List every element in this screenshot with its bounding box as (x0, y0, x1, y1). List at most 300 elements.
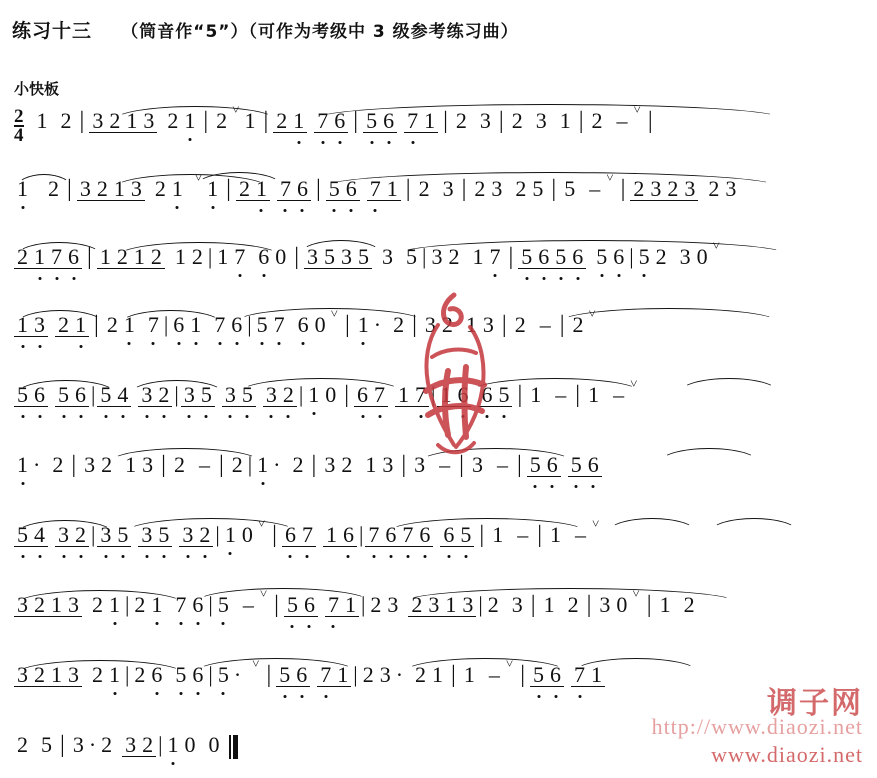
note: 5 (321, 246, 338, 269)
note: 1 (148, 594, 165, 616)
barline: | (311, 452, 317, 478)
note: 6 (544, 454, 561, 477)
barline: | (405, 176, 411, 202)
note: 2 (273, 110, 290, 133)
note: 3 (181, 384, 198, 407)
barline: | (67, 176, 72, 202)
note: 6 (148, 664, 165, 686)
note: 5 (215, 664, 232, 686)
barline: | (559, 312, 565, 338)
note: 2 (567, 592, 579, 617)
breath-mark: ˅ (632, 586, 640, 601)
note: 2 (630, 178, 647, 201)
note: 6 (255, 246, 272, 268)
sustain-dash: – (488, 662, 500, 687)
note: 1 (174, 244, 186, 269)
barline: | (71, 452, 77, 478)
note: 2 (370, 592, 382, 617)
note: 3 (387, 592, 399, 617)
note: 3 (89, 110, 106, 133)
barline: | (620, 176, 626, 202)
note: 1 (187, 314, 204, 336)
note: 6 (301, 594, 318, 617)
beat-separator: | (431, 382, 436, 407)
notation-line (14, 454, 867, 494)
note: 3 (491, 176, 503, 201)
breath-mark: ˅ (194, 170, 203, 185)
breath-mark: ˅ (252, 656, 260, 671)
beat-separator: | (208, 662, 213, 687)
note: 2 (664, 178, 681, 201)
note: 2 (708, 176, 720, 201)
barline: | (226, 176, 231, 202)
dotted-rhythm-dot: · (33, 452, 41, 477)
barline: | (578, 108, 584, 134)
note: 2 (52, 452, 64, 477)
note: 2 (106, 110, 123, 133)
note: 3 (425, 594, 442, 617)
note: 5 (363, 110, 380, 133)
beat-separator: | (91, 382, 96, 407)
note: 2 (474, 176, 486, 201)
breath-mark: ˅ (259, 586, 268, 601)
note: 2 (60, 108, 72, 133)
note: 1 (492, 522, 504, 547)
note: 3 (511, 592, 523, 617)
barline: | (161, 452, 166, 478)
staff-system-4 (0, 296, 877, 354)
sustain-dash: – (496, 452, 508, 477)
note: 2 (415, 662, 427, 687)
beat-separator: | (629, 244, 634, 269)
note: 1 (31, 246, 48, 269)
note: 2 (134, 592, 146, 617)
note: 2 (106, 312, 118, 337)
note: 1 (442, 594, 459, 617)
note: 1 (106, 594, 123, 616)
note: 4 (114, 384, 131, 407)
sustain-dash: – (589, 176, 601, 201)
breath-mark: ˅ (505, 656, 514, 671)
page-title (12, 16, 519, 43)
barline: | (94, 312, 99, 338)
note: 1 (36, 108, 48, 133)
notation-line (14, 102, 867, 150)
staff-system-3 (0, 228, 877, 286)
note: 6 (72, 384, 89, 407)
note: 3 (535, 108, 547, 133)
note: 7 (486, 246, 503, 268)
note: 1 (530, 382, 542, 407)
staff-system-6 (0, 436, 877, 494)
staff-system-9 (0, 646, 877, 704)
breath-mark: ˅ (257, 516, 266, 531)
notation-line (14, 586, 867, 634)
note: 1 (290, 110, 307, 133)
breath-mark: ˅ (712, 238, 720, 253)
barline: | (508, 244, 514, 270)
note: 2 (236, 178, 253, 201)
note: 1 (48, 664, 65, 687)
note: 6 (340, 524, 357, 547)
note: 2 (196, 524, 213, 547)
barline: | (272, 522, 277, 548)
note: 1 (342, 594, 359, 617)
title-subtitle: （筒音作“5”）（可作为考级中 3 级参考练习曲） (121, 22, 519, 42)
note: 1 (334, 664, 351, 687)
note: 5 (215, 594, 232, 616)
note: 7 (299, 524, 316, 547)
beat-separator: | (215, 522, 220, 547)
note: 6 (331, 110, 348, 133)
note: 7 (399, 524, 416, 547)
sustain-dash: – (242, 592, 254, 617)
note: 3 (304, 246, 321, 269)
note: 2 (393, 312, 405, 337)
note: 3 (382, 244, 394, 269)
note: 6 (535, 246, 552, 269)
notation-line (14, 734, 867, 774)
beat-separator: | (298, 382, 304, 407)
note: 7 (314, 110, 331, 133)
note: 2 (418, 176, 430, 201)
staff-system-8 (0, 576, 877, 634)
barline: | (459, 452, 464, 478)
note: 5 (530, 664, 547, 687)
barline: | (516, 452, 522, 478)
note: 0 (184, 732, 196, 757)
note: 6 (343, 178, 360, 201)
note: 2 (280, 384, 297, 407)
note: 7 (371, 384, 388, 407)
barline: | (530, 592, 536, 618)
note: 1 (588, 382, 600, 407)
note: 5 (593, 246, 610, 268)
barline: | (647, 108, 653, 134)
note: 3 (442, 176, 454, 201)
note: 3 (122, 734, 139, 757)
note: 2 (167, 108, 179, 133)
note: 3 (14, 664, 31, 687)
note: 0 (325, 382, 337, 407)
sustain-dash: – (616, 108, 628, 133)
dotted-rhythm-dot: · (373, 312, 382, 337)
barline: | (315, 176, 321, 202)
note: 6 (454, 384, 471, 407)
note: 6 (170, 314, 187, 336)
note: 1 (254, 454, 271, 476)
note: 5 (114, 524, 131, 547)
note: 3 (179, 524, 196, 547)
note: 1 (14, 314, 31, 337)
sustain-dash: – (539, 312, 551, 337)
note: 7 (172, 594, 189, 616)
note: 3 (471, 452, 483, 477)
note: 6 (31, 384, 48, 407)
note: 5 (355, 246, 372, 269)
note: 0 (208, 732, 220, 757)
note: 1 (659, 592, 671, 617)
note: 3 (142, 452, 154, 477)
note: 1 (48, 594, 65, 617)
note: 1 (181, 110, 198, 132)
note: 1 (244, 108, 256, 133)
note: 6 (610, 246, 627, 268)
note: 5 (239, 384, 256, 407)
note: 5 (172, 664, 189, 686)
note: 0 (314, 312, 326, 337)
note: 1 (323, 524, 340, 547)
barline: | (60, 732, 65, 758)
note: 6 (354, 384, 371, 407)
note: 1 (432, 662, 444, 687)
note: 3 (31, 314, 48, 337)
barline: | (203, 108, 209, 134)
note: 1 (384, 178, 401, 201)
note: 2 (455, 108, 467, 133)
note: 5 (326, 178, 343, 201)
note: 7 (277, 178, 294, 201)
note: 6 (282, 524, 299, 547)
note: 3 (679, 244, 691, 269)
note: 2 (441, 312, 453, 337)
note: 3 (138, 384, 155, 407)
sustain-dash: – (555, 382, 567, 407)
beat-separator: | (422, 244, 427, 269)
note: 2 (487, 592, 499, 617)
note: 3 (382, 452, 394, 477)
beat-separator: | (125, 592, 130, 617)
barline: | (263, 108, 269, 134)
note: 2 (55, 314, 72, 337)
barline: | (479, 522, 485, 548)
note: 1 (305, 384, 322, 406)
note: 1 (14, 454, 31, 476)
barline: | (537, 522, 542, 548)
note: 5 (14, 384, 31, 407)
note: 3 (263, 384, 280, 407)
note: 1 (222, 524, 239, 546)
barline: | (353, 108, 359, 134)
breath-mark: ˅ (330, 306, 338, 321)
note: 5 (457, 524, 474, 547)
note: 3 (647, 178, 664, 201)
note: 3 (414, 452, 426, 477)
note: 5 (527, 454, 544, 477)
beat-separator: | (360, 592, 366, 617)
note: 1 (121, 314, 138, 336)
note: 2 (101, 452, 113, 477)
note: 5 (155, 524, 172, 547)
note: 3 (14, 594, 31, 617)
breath-mark: ˅ (606, 170, 614, 185)
note: 0 (241, 522, 253, 547)
barline: | (344, 312, 350, 338)
beat-separator: | (247, 312, 252, 337)
note: 5 (276, 664, 293, 687)
staff-system-2 (0, 160, 877, 218)
barline: | (501, 312, 507, 338)
note: 2 (148, 246, 165, 269)
note: 1 (14, 178, 31, 200)
beat-separator: | (174, 382, 179, 407)
barline: | (520, 662, 525, 688)
note: 1 (125, 452, 137, 477)
note: 1 (131, 246, 148, 269)
note: 3 (222, 384, 239, 407)
barline: | (79, 108, 85, 134)
note: 5 (406, 244, 418, 269)
note: 5 (198, 384, 215, 407)
note: 1 (421, 110, 438, 133)
note: 1 (253, 178, 270, 201)
barline: | (551, 176, 557, 202)
note: 3 (725, 176, 737, 201)
note: 2 (48, 176, 59, 201)
beat-separator: | (158, 732, 163, 757)
barline: | (586, 592, 592, 618)
note: 1 (472, 244, 484, 269)
note: 2 (72, 524, 89, 547)
note: 1 (588, 664, 605, 687)
note: 1 (217, 244, 229, 269)
note: 6 (228, 314, 245, 336)
note: 6 (65, 246, 82, 269)
note: 2 (191, 244, 203, 269)
note: 2 (591, 108, 603, 133)
dotted-rhythm-dot: · (88, 732, 97, 757)
note: 2 (514, 312, 526, 337)
note: 1 (97, 246, 114, 269)
staff-system-1 (0, 92, 877, 150)
note: 7 (271, 314, 288, 336)
note: 6 (189, 664, 206, 686)
note: 2 (341, 452, 353, 477)
note: 3 (138, 524, 155, 547)
note: 7 (231, 246, 248, 268)
note: 3 (338, 246, 355, 269)
barline: | (412, 312, 417, 338)
note: 1 (465, 312, 477, 337)
note: 3 (55, 524, 72, 547)
notation-line (14, 656, 867, 704)
note: 2 (114, 246, 131, 269)
dotted-rhythm-dot: · (273, 452, 281, 477)
note: 3 (140, 110, 157, 133)
beat-separator: | (247, 452, 253, 477)
note: 1 (72, 314, 89, 337)
watermark-site-name: 调子网 (767, 686, 863, 721)
note: 1 (111, 178, 128, 201)
sustain-dash: – (613, 382, 625, 407)
note: 5 (254, 314, 271, 336)
note: 5 (552, 246, 569, 269)
note: 1 (559, 108, 571, 133)
note: 2 (31, 664, 48, 687)
note: 2 (515, 176, 527, 201)
note: 5 (41, 732, 52, 757)
title-main: 练习十三 (12, 20, 93, 42)
note: 5 (568, 454, 585, 477)
note: 2 (134, 662, 146, 687)
note: 2 (139, 734, 156, 757)
breath-mark: ˅ (232, 102, 240, 117)
notation-line (14, 376, 867, 424)
note: 3 (72, 732, 84, 757)
note: 2 (154, 176, 166, 201)
note: 3 (128, 178, 145, 201)
note: 6 (189, 594, 206, 616)
note: 3 (84, 452, 96, 477)
note: 5 (97, 384, 114, 407)
notation-line (14, 170, 867, 218)
barline: | (344, 382, 350, 408)
sustain-dash: – (517, 522, 529, 547)
note: 7 (325, 594, 342, 617)
watermark-url-top: http://www.diaozi.net (651, 714, 863, 739)
note: 6 (380, 110, 397, 133)
barline: | (461, 176, 467, 202)
note: 2 (408, 594, 425, 617)
note: 4 (31, 524, 48, 547)
barline: | (274, 592, 279, 618)
notation-line (14, 306, 867, 354)
note: 7 (317, 664, 334, 687)
notation-line (14, 238, 867, 286)
beat-separator: | (353, 662, 358, 687)
note: 3 (65, 664, 82, 687)
barline: | (498, 108, 504, 134)
note: 3 (97, 524, 114, 547)
note: 2 (362, 662, 374, 687)
barline: | (517, 382, 523, 408)
breath-mark: ˅ (588, 306, 596, 321)
barline: | (218, 452, 224, 478)
note: 6 (295, 314, 312, 336)
note: 2 (92, 592, 103, 617)
note: 2 (101, 732, 113, 757)
note: 7 (404, 110, 421, 133)
note: 1 (355, 314, 372, 336)
dotted-rhythm-dot: · (233, 662, 242, 687)
note: 6 (293, 664, 310, 687)
barline: | (401, 452, 407, 478)
note: 6 (585, 454, 602, 477)
note: 6 (440, 524, 457, 547)
note: 3 (324, 452, 336, 477)
note: 1 (543, 592, 555, 617)
barline: | (294, 244, 300, 270)
note: 6 (416, 524, 433, 547)
barline: | (87, 244, 92, 270)
note: 1 (463, 662, 475, 687)
staff-system-7 (0, 506, 877, 564)
breath-mark: ˅ (633, 102, 641, 117)
breath-mark: ˅ (592, 516, 600, 531)
note: 7 (367, 178, 384, 201)
note: 3 (431, 244, 443, 269)
beat-separator: | (207, 244, 213, 269)
note: 1 (106, 664, 123, 686)
barline: | (575, 382, 581, 408)
note: 2 (92, 662, 103, 687)
note: 1 (365, 452, 377, 477)
note: 2 (683, 592, 695, 617)
note: 6 (569, 246, 586, 269)
sustain-dash: – (198, 452, 210, 477)
beat-separator: | (125, 662, 130, 687)
note: 5 (55, 384, 72, 407)
